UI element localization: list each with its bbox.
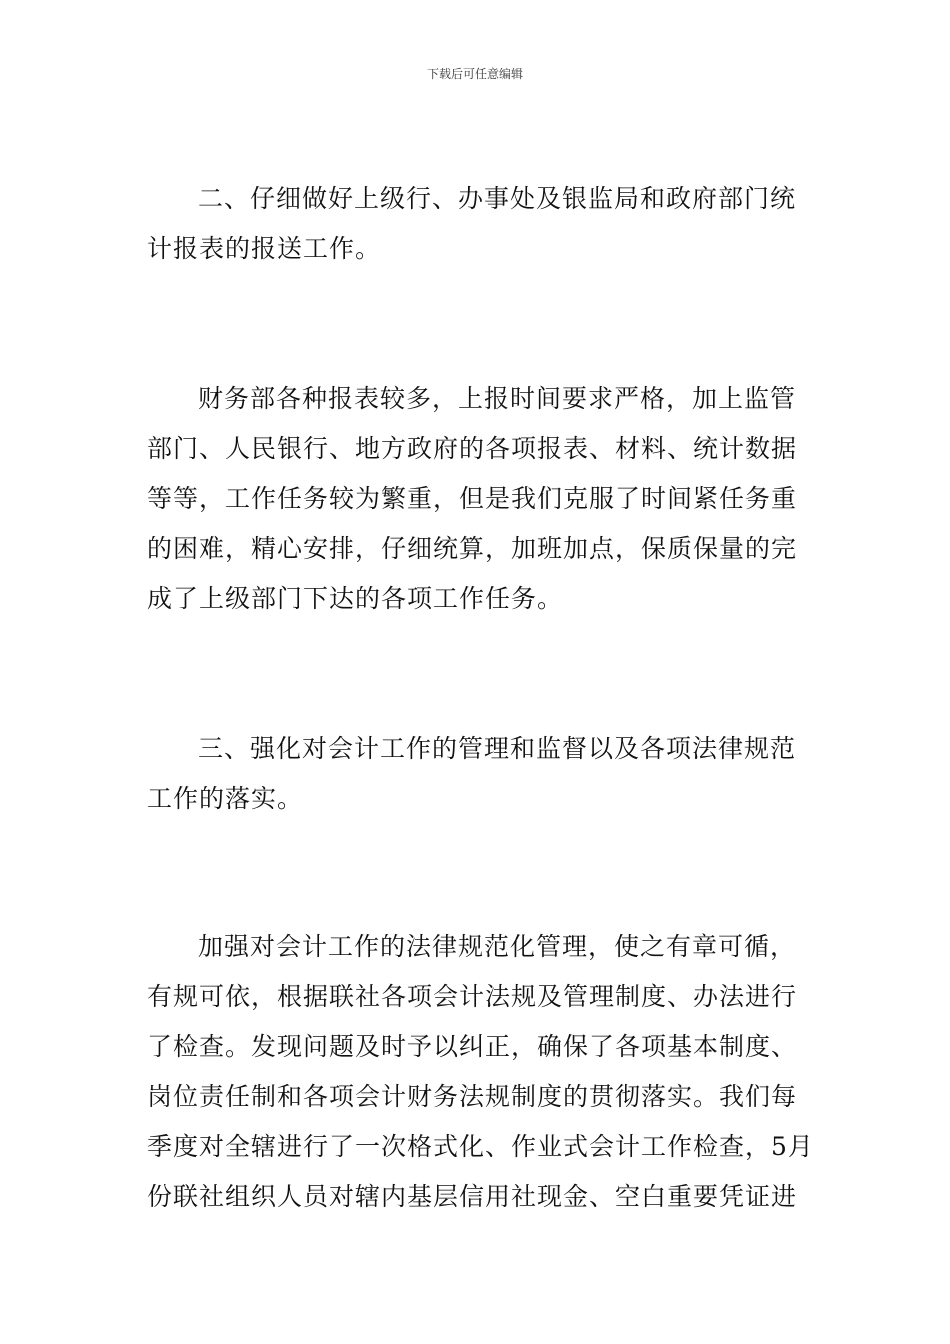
paragraph-1-line-2: 计报表的报送工作。 [147, 234, 382, 263]
paragraph-4-line-4: 岗位责任制和各项会计财务法规制度的贯彻落实。我们每 [147, 1082, 798, 1111]
paragraph-2-line-3: 等等，工作任务较为繁重，但是我们克服了时间紧任务重 [147, 484, 798, 513]
page-header: 下载后可任意编辑 [426, 67, 523, 81]
paragraph-4-line-2: 有规可依，根据联社各项会计法规及管理制度、办法进行 [147, 982, 798, 1011]
paragraph-2-line-4: 的困难，精心安排，仔细统算，加班加点，保质保量的完 [147, 534, 798, 563]
paragraph-2-line-1: 财务部各种报表较多，上报时间要求严格，加上监管 [198, 384, 797, 413]
paragraph-4-line-5: 季度对全辖进行了一次格式化、作业式会计工作检查，5月 [147, 1132, 814, 1161]
paragraph-4-line-3: 了检查。发现问题及时予以纠正，确保了各项基本制度、 [147, 1032, 798, 1061]
paragraph-3-line-2: 工作的落实。 [147, 784, 304, 813]
paragraph-3-line-1: 三、强化对会计工作的管理和监督以及各项法律规范 [198, 734, 797, 763]
paragraph-4-line-1: 加强对会计工作的法律规范化管理，使之有章可循， [198, 932, 797, 961]
paragraph-1-line-1: 二、仔细做好上级行、办事处及银监局和政府部门统 [198, 184, 797, 213]
paragraph-2-line-2: 部门、人民银行、地方政府的各项报表、材料、统计数据 [147, 434, 798, 463]
paragraph-2-line-5: 成了上级部门下达的各项工作任务。 [147, 584, 564, 613]
paragraph-4-line-6: 份联社组织人员对辖内基层信用社现金、空白重要凭证进 [147, 1182, 798, 1211]
